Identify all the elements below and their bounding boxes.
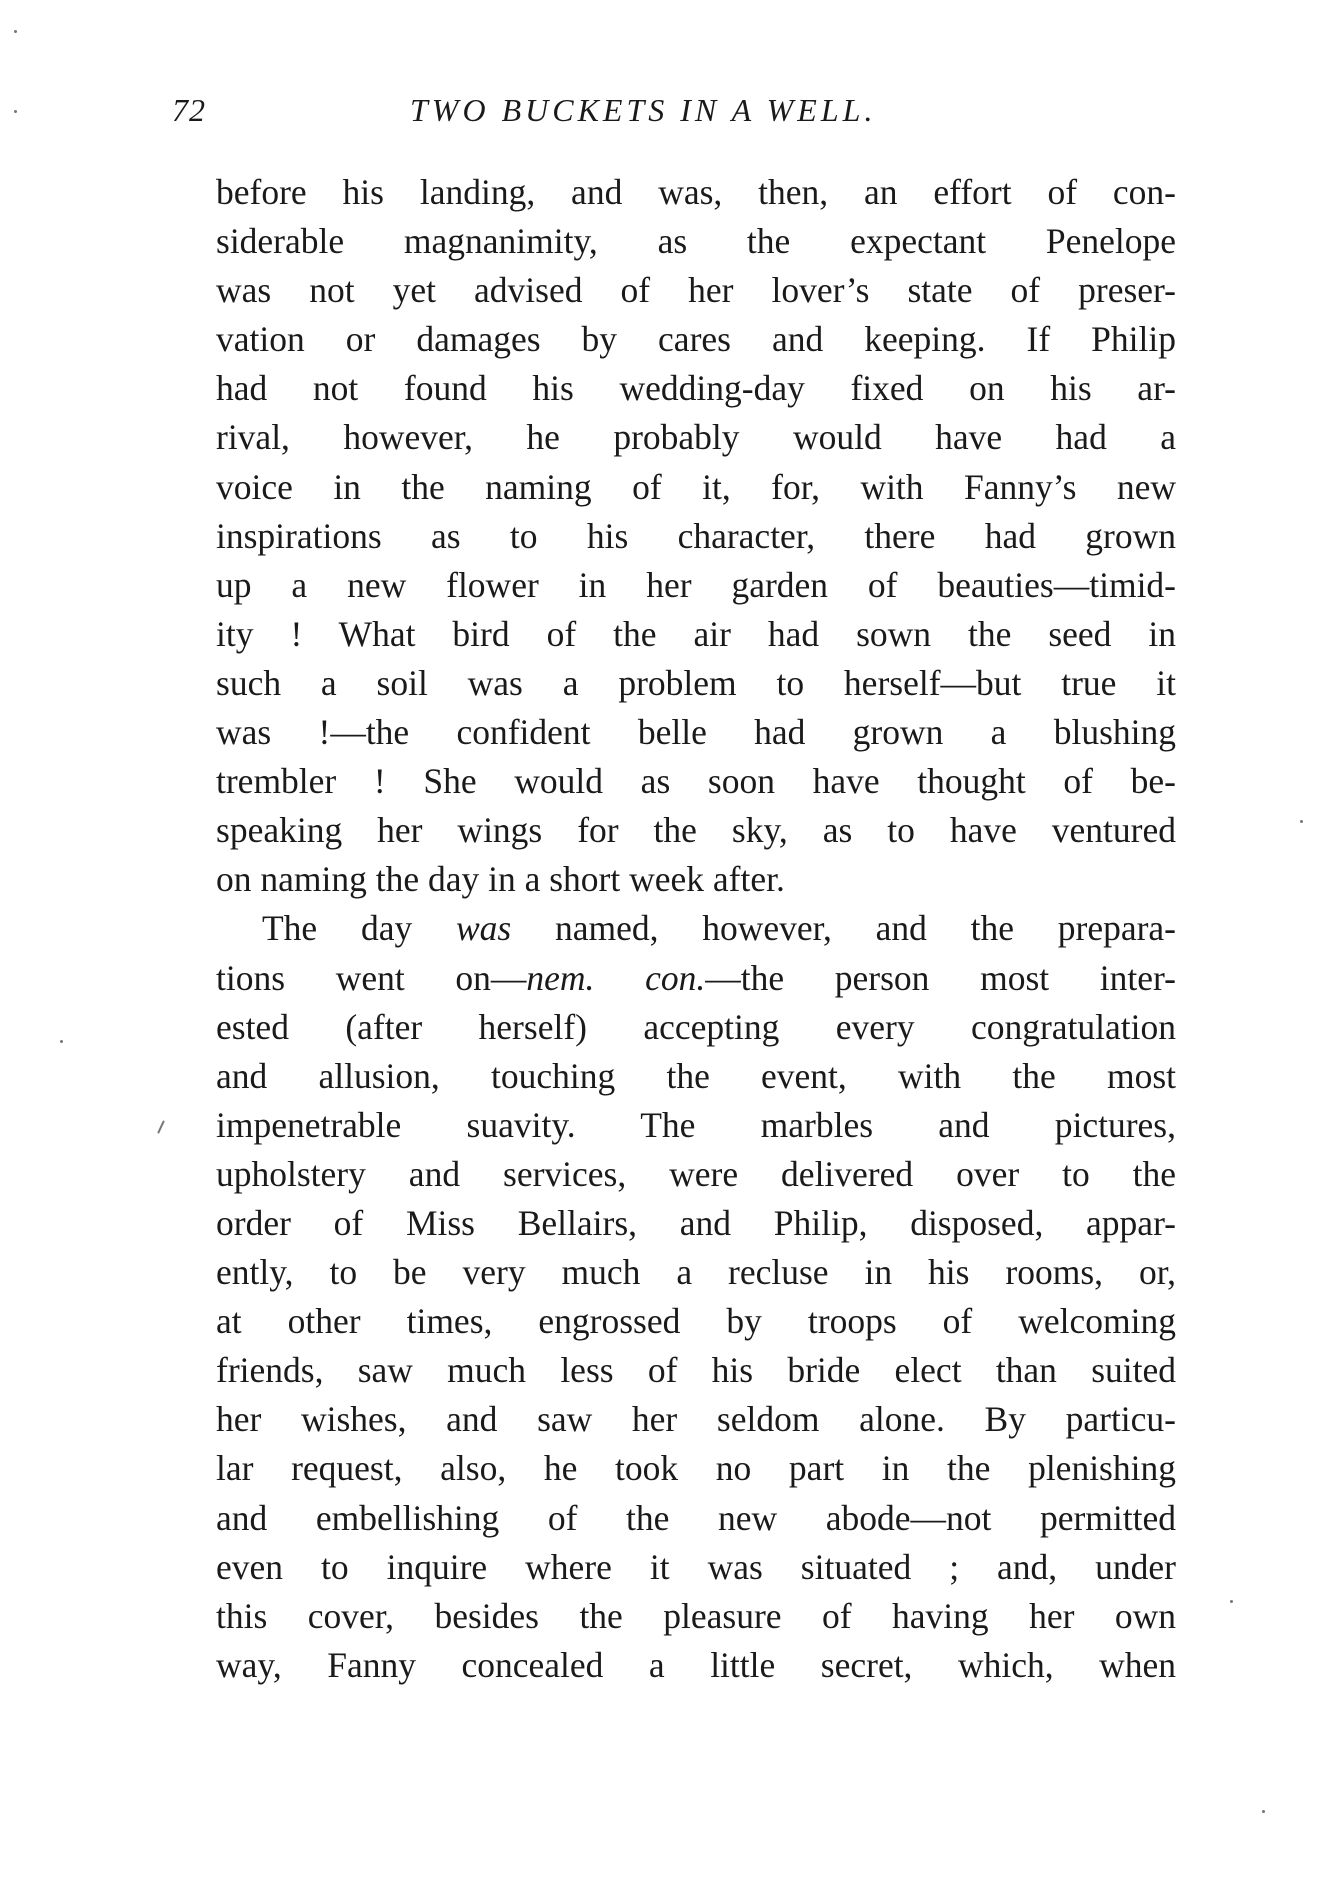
- text-line: impenetrable suavity. The marbles and pictures,: [216, 1104, 1176, 1145]
- text-line: tions went on—nem. con.—the person most inter-: [216, 957, 1176, 998]
- text-line: siderable magnanimity, as the expectant Penelope: [216, 221, 1176, 262]
- text-line: such a soil was a problem to herself—but true it: [216, 662, 1176, 703]
- scan-speck: [157, 1120, 165, 1134]
- scan-speck: [1262, 1810, 1265, 1813]
- text-line: inspirations as to his character, there had grown: [216, 515, 1176, 556]
- text-line: ity ! What bird of the air had sown the seed in: [216, 613, 1176, 654]
- text-line: rival, however, he probably would have had a: [216, 417, 1176, 458]
- body-text: [216, 168, 1176, 1690]
- text-line: and allusion, touching the event, with the most: [216, 1055, 1176, 1096]
- text-line: upholstery and services, were delivered over to the: [216, 1153, 1176, 1194]
- paragraph-2: [216, 904, 1176, 1690]
- text-line: on naming the day in a short week after.: [216, 859, 785, 900]
- text-line: even to inquire where it was situated ; and, under: [216, 1546, 1176, 1587]
- text-line: her wishes, and saw her seldom alone. By particu-: [216, 1399, 1176, 1440]
- text-line: friends, saw much less of his bride elect than suited: [216, 1350, 1176, 1391]
- text-line: speaking her wings for the sky, as to have ventured: [216, 810, 1176, 851]
- text-line: this cover, besides the pleasure of having her own: [216, 1595, 1176, 1636]
- text-line: ently, to be very much a recluse in his rooms, or,: [216, 1252, 1176, 1293]
- paragraph-1: [216, 168, 1176, 904]
- text-line: voice in the naming of it, for, with Fanny’s new: [216, 466, 1176, 507]
- text-line: was !—the confident belle had grown a blushing: [216, 712, 1176, 753]
- running-head: [140, 88, 1180, 138]
- text-line: and embellishing of the new abode—not permitted: [216, 1497, 1176, 1538]
- page-number: 72: [172, 92, 206, 128]
- text-line: vation or damages by cares and keeping. If Philip: [216, 319, 1176, 360]
- scan-speck: [60, 1040, 63, 1043]
- text-line: at other times, engrossed by troops of welcoming: [216, 1301, 1176, 1342]
- text-line: had not found his wedding-day fixed on his ar-: [216, 368, 1176, 409]
- text-line: ested (after herself) accepting every congratulation: [216, 1006, 1176, 1047]
- text-line: The day was named, however, and the prepara-: [262, 908, 1176, 949]
- running-title: TWO BUCKETS IN A WELL.: [410, 92, 877, 128]
- scan-speck: [14, 30, 17, 33]
- text-line: up a new flower in her garden of beauties—timid-: [216, 564, 1176, 605]
- text-line: order of Miss Bellairs, and Philip, disposed, appar-: [216, 1202, 1176, 1243]
- text-line: trembler ! She would as soon have thought of be-: [216, 761, 1176, 802]
- text-line: lar request, also, he took no part in the plenishing: [216, 1448, 1176, 1489]
- scan-speck: [14, 110, 17, 113]
- text-line: way, Fanny concealed a little secret, which, when: [216, 1644, 1176, 1685]
- scan-speck: [1300, 820, 1303, 823]
- scan-speck: [1230, 1600, 1233, 1603]
- text-line: was not yet advised of her lover’s state of preser-: [216, 270, 1176, 311]
- text-line: before his landing, and was, then, an effort of con-: [216, 172, 1176, 212]
